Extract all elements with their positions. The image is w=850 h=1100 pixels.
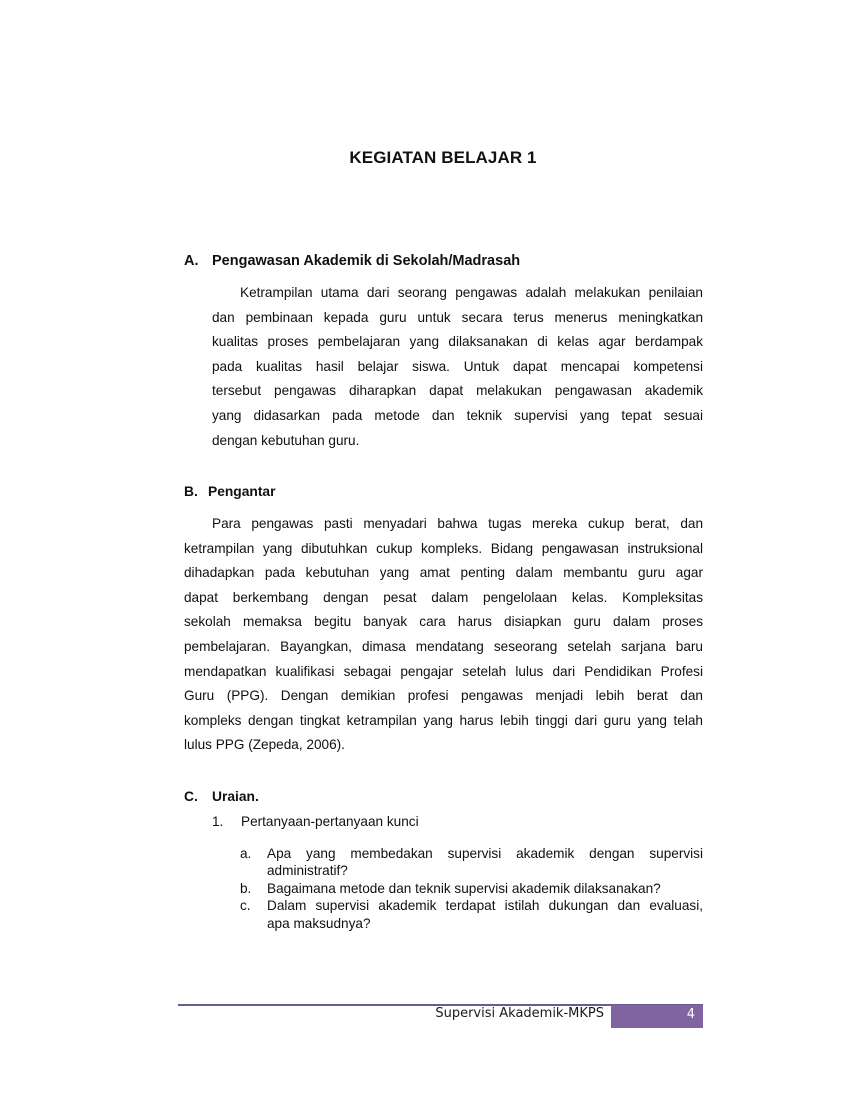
section-b-paragraph	[184, 512, 703, 758]
paragraph-line: yang didasarkan pada metode dan teknik supervisi yang tepat sesuai	[212, 407, 703, 423]
paragraph-line: dengan kebutuhan guru.	[212, 432, 360, 448]
paragraph-line: pada kualitas hasil belajar siswa. Untuk dapat mencapai kompetensi	[212, 358, 703, 374]
list-letter: a.	[240, 846, 252, 861]
section-title: Pengawasan Akademik di Sekolah/Madrasah	[212, 253, 521, 269]
page-title: KEGIATAN BELAJAR 1	[349, 148, 537, 167]
list-item-text: Dalam supervisi akademik terdapat istilah dukungan dan evaluasi,	[267, 898, 703, 914]
paragraph-line: dan pembinaan kepada guru untuk secara terus menerus meningkatkan	[212, 309, 703, 325]
paragraph-line: Para pengawas pasti menyadari bahwa tugas mereka cukup berat, dan	[212, 516, 703, 531]
list-letter: b.	[240, 880, 252, 896]
list-number: 1.	[212, 814, 224, 829]
section-a-paragraph	[212, 281, 703, 453]
section-letter: B.	[184, 484, 198, 499]
list-item	[240, 880, 703, 897]
paragraph-line: kompleks dengan tingkat ketrampilan yang harus lebih tinggi dari guru yang telah	[184, 712, 703, 728]
section-letter: A.	[184, 253, 199, 269]
list-letter: c.	[240, 898, 251, 914]
section-title: Uraian.	[212, 789, 259, 804]
page-number-box	[611, 1005, 703, 1028]
list-item-text: Bagaimana metode dan teknik supervisi akademik dilaksanakan?	[267, 880, 661, 896]
footer-running-title: Supervisi Akademik-MKPS	[435, 1006, 604, 1021]
page-number: 4	[686, 1007, 695, 1022]
paragraph-line: dapat berkembang dengan pesat dalam pengelolaan kelas. Kompleksitas	[184, 589, 703, 605]
list-item	[240, 897, 703, 932]
list-item-text: Apa yang membedakan supervisi akademik dengan supervisi	[267, 846, 703, 861]
paragraph-line: kualitas proses pembelajaran yang dilaksanakan di kelas agar berdampak	[212, 334, 703, 350]
paragraph-line: mendapatkan kualifikasi sebagai pengajar setelah lulus dari Pendidikan Profesi	[184, 663, 703, 679]
list-item-text: administratif?	[267, 863, 348, 879]
paragraph-line: dihadapkan pada kebutuhan yang amat penting dalam membantu guru agar	[184, 565, 703, 581]
paragraph-line: Guru (PPG). Dengan demikian profesi pengawas menjadi lebih berat dan	[184, 688, 703, 704]
list-item	[240, 845, 703, 880]
list-item-text: Pertanyaan-pertanyaan kunci	[241, 814, 419, 829]
sub-question-list	[240, 845, 703, 932]
paragraph-line: lulus PPG (Zepeda, 2006).	[184, 737, 345, 753]
section-title: Pengantar	[208, 484, 276, 499]
paragraph-line: pembelajaran. Bayangkan, dimasa mendatang seseorang setelah sarjana baru	[184, 638, 703, 654]
list-item-text: apa maksudnya?	[267, 915, 371, 931]
paragraph-line: sekolah memaksa begitu banyak cara harus disiapkan guru dalam proses	[184, 614, 703, 630]
paragraph-line: tersebut pengawas diharapkan dapat melakukan pengawasan akademik	[212, 383, 703, 399]
paragraph-line: Ketrampilan utama dari seorang pengawas adalah melakukan penilaian	[240, 285, 703, 300]
paragraph-line: ketrampilan yang dibutuhkan cukup kompleks. Bidang pengawasan instruksional	[184, 540, 703, 556]
section-letter: C.	[184, 789, 198, 804]
